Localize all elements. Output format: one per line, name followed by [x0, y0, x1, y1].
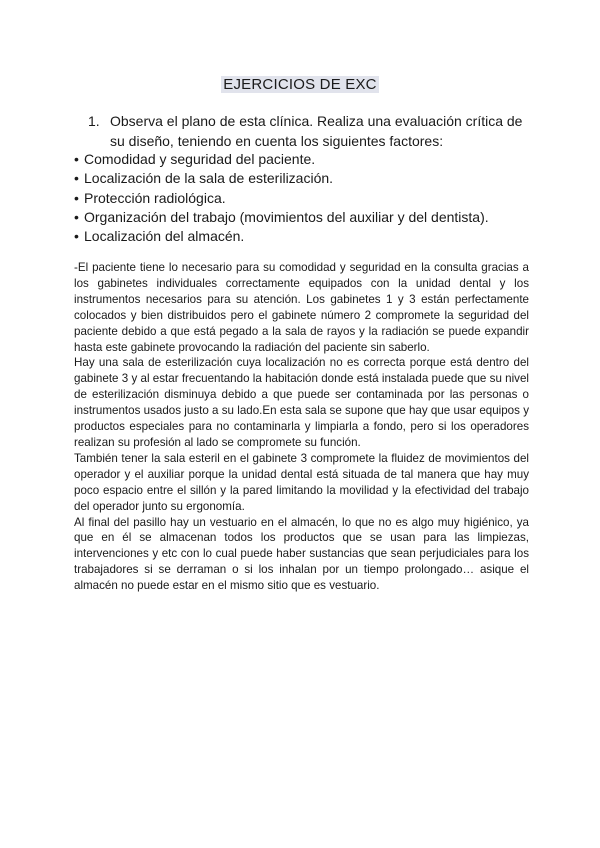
task-item — [88, 111, 538, 151]
list-item-text: Protección radiológica. — [84, 189, 226, 206]
task-number: 1. — [88, 113, 100, 129]
list-item-text: Organización del trabajo (movimientos del auxiliar y del dentista). — [84, 208, 489, 225]
bullet-icon: • — [74, 151, 79, 167]
factor-list — [74, 150, 544, 246]
bullet-icon: • — [74, 228, 79, 245]
list-item-text: Comodidad y seguridad del paciente. — [84, 151, 316, 167]
bullet-icon: • — [74, 189, 79, 206]
answer-paragraph: También tener la sala esteril en el gabinete 3 compromete la fluidez de movimientos del operador y el auxiliar porque la unidad dental está situada de tal manera que hay muy poco espacio entre el sillón y la pared limitando la movilidad y la efectividad del trabajo del operador junto su ergonomía. — [74, 451, 529, 513]
list-item-text: Localización del almacén. — [84, 228, 245, 245]
page-title-text: EJERCICIOS DE EXC — [223, 76, 377, 93]
answer-paragraph: Al final del pasillo hay un vestuario en el almacén, lo que no es algo muy higiénico, ya que en él se almacenan todos los productos que se usan para las limpiezas, intervenciones y etc con lo cual puede haber sustancias que sean perjudiciales para los trabajadores si se derraman o si los inhalan por un tiempo prolongado… asique el almacén no puede estar en el mismo sitio que es vestuario. — [74, 515, 529, 593]
bullet-icon: • — [74, 170, 79, 187]
task-text: Observa el plano de esta clínica. Realiza una evaluación crítica de su diseño, teniendo en cuenta los siguientes factores: — [110, 113, 523, 149]
list-item — [74, 189, 544, 208]
list-item — [74, 227, 544, 246]
bullet-icon: • — [74, 208, 79, 225]
list-item — [74, 169, 544, 188]
list-item — [74, 208, 544, 227]
page-title — [0, 76, 600, 93]
list-item-text: Localización de la sala de esterilización. — [84, 170, 334, 187]
list-item — [74, 150, 544, 169]
answer-body — [74, 260, 529, 594]
answer-paragraph: Hay una sala de esterilización cuya localización no es correcta porque está dentro del gabinete 3 y al estar frecuentando la habitación donde está instalada puede que su nivel de esterilización disminuya debido a que puede ser contaminada por las personas o instrumentos usados justo a su lado.En esta sala se supone que hay que usar equipos y productos especiales para no contaminarla y limpiarla a fondo, pero si los operadores realizan su profesión al lado se compromete su función. — [74, 356, 529, 449]
answer-paragraph: -El paciente tiene lo necesario para su comodidad y seguridad en la consulta gracias a los gabinetes individuales correctamente equipados con la unidad dental y los instrumentos necesarios para su atención. Los gabinetes 1 y 3 están perfectamente colocados y bien distribuidos pero el gabinete número 2 compromete la seguridad del paciente debido a que está pegado a la sala de rayos y la radiación se puede expandir hasta este gabinete provocando la radiación del paciente sin saberlo. — [74, 261, 529, 354]
